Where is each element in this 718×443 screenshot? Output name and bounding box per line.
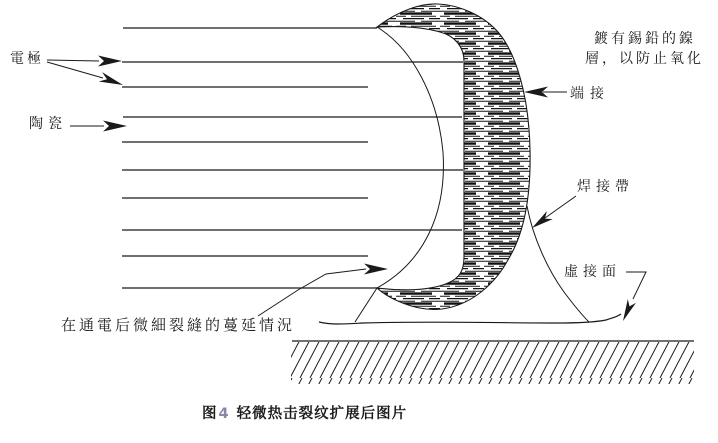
electrode-arrowhead-1	[98, 56, 122, 67]
nickel-plating-note-line2: 層，以防止氧化	[585, 51, 704, 67]
crack-note-leader	[258, 269, 366, 316]
electrode-leader-2	[47, 62, 103, 78]
ceramic-arrowhead	[103, 121, 127, 132]
ceramic-label: 陶瓷	[29, 116, 67, 132]
crack-note-arrowhead	[364, 264, 388, 275]
crack-curve	[355, 27, 443, 322]
solder-band-leader	[545, 196, 576, 218]
termination-label: 端接	[570, 86, 610, 102]
false-joint-surface-label: 虛接面	[564, 264, 621, 280]
electrode-leader-1	[47, 60, 99, 61]
solder-band-arrowhead	[532, 211, 553, 228]
termination-cap	[377, 4, 530, 309]
pcb-hatch-area	[291, 342, 694, 384]
electrode-arrowhead-2	[99, 72, 123, 85]
nickel-plating-note-line1: 鍍有錫鉛的鎳	[594, 31, 696, 47]
figure-caption-number: 4	[218, 406, 230, 422]
nickel-plating-note	[585, 29, 704, 69]
figure-caption-title: 轻微热击裂纹扩展后图片	[236, 406, 408, 422]
pcb-substrate	[291, 341, 694, 384]
false-joint-arrowhead	[623, 299, 636, 321]
leader-lines	[47, 60, 646, 316]
figure-caption-prefix: 图	[202, 406, 218, 422]
figure-caption	[202, 406, 407, 423]
arrowheads	[98, 56, 636, 322]
electrode-lines	[122, 28, 463, 288]
solder-surface-line	[319, 314, 621, 324]
electrode-label: 電極	[10, 51, 44, 67]
false-joint-leader	[626, 272, 646, 299]
crack-propagation-note: 在通電后微細裂縫的蔓延情況	[61, 316, 296, 334]
solder-band-label: 焊接帶	[577, 179, 634, 195]
